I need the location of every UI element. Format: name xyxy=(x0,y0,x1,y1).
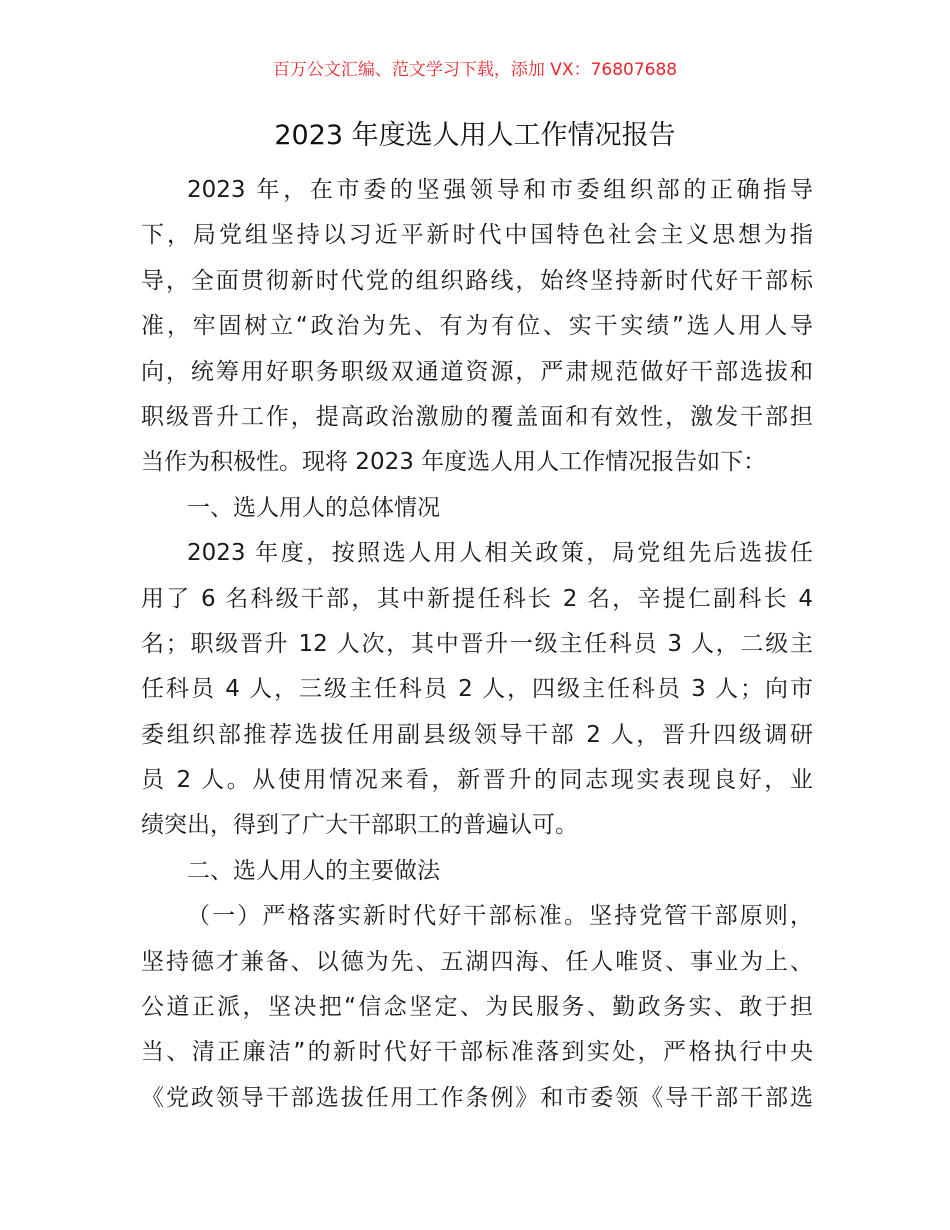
text-line: 委组织部推荐选拔任用副县级领导干部 2 人，晋升四级调研 xyxy=(141,721,813,748)
document-title: 2023 年度选人用人工作情况报告 xyxy=(274,120,676,151)
section-heading xyxy=(141,486,813,531)
text-line: 导，全面贯彻新时代党的组织路线，始终坚持新时代好干部标 xyxy=(141,267,813,294)
text-line: 绩突出，得到了广大干部职工的普遍认可。 xyxy=(141,812,578,839)
text-line: 职级晋升工作，提高政治激励的覆盖面和有效性，激发干部担 xyxy=(141,403,813,430)
section-heading xyxy=(141,849,813,894)
text-line: 当作为积极性。现将 2023 年度选人用人工作情况报告如下： xyxy=(141,449,767,476)
text-line: 一、选人用人的总体情况 xyxy=(187,494,440,521)
text-line: 《党政领导干部选拔任用工作条例》和市委领《导干部干部选 xyxy=(141,1084,813,1111)
document-body xyxy=(141,168,813,1121)
text-line: 公道正派，坚决把“信念坚定、为民服务、勤政务实、敢于担 xyxy=(141,994,813,1021)
text-line: 坚持德才兼备、以德为先、五湖四海、任人唯贤、事业为上、 xyxy=(141,948,813,975)
text-line: 下，局党组坚持以习近平新时代中国特色社会主义思想为指 xyxy=(141,222,813,249)
paragraph xyxy=(141,894,813,1121)
text-line: 准，牢固树立“政治为先、有为有位、实干实绩”选人用人导 xyxy=(141,313,813,340)
text-line: 名；职级晋升 12 人次，其中晋升一级主任科员 3 人，二级主 xyxy=(141,630,813,657)
text-line: （一）严格落实新时代好干部标准。坚持党管干部原则， xyxy=(187,903,813,930)
text-line: 2023 年，在市委的坚强领导和市委组织部的正确指导 xyxy=(187,177,813,203)
text-line: 向，统筹用好职务职级双通道资源，严肃规范做好干部选拔和 xyxy=(141,358,813,385)
text-line: 二、选人用人的主要做法 xyxy=(187,857,440,884)
text-line: 任科员 4 人，三级主任科员 2 人，四级主任科员 3 人；向市 xyxy=(141,676,813,703)
paragraph xyxy=(141,531,813,849)
paragraph xyxy=(141,168,813,486)
watermark-header: 百万公文汇编、范文学习下载，添加 VX：76807688 xyxy=(272,60,678,80)
text-line: 用了 6 名科级干部，其中新提任科长 2 名，辛提仁副科长 4 xyxy=(141,585,813,612)
text-line: 2023 年度，按照选人用人相关政策，局党组先后选拔任 xyxy=(187,540,813,567)
text-line: 员 2 人。从使用情况来看，新晋升的同志现实表现良好，业 xyxy=(141,767,813,794)
text-line: 当、清正廉洁”的新时代好干部标准落到实处，严格执行中央 xyxy=(141,1039,813,1066)
